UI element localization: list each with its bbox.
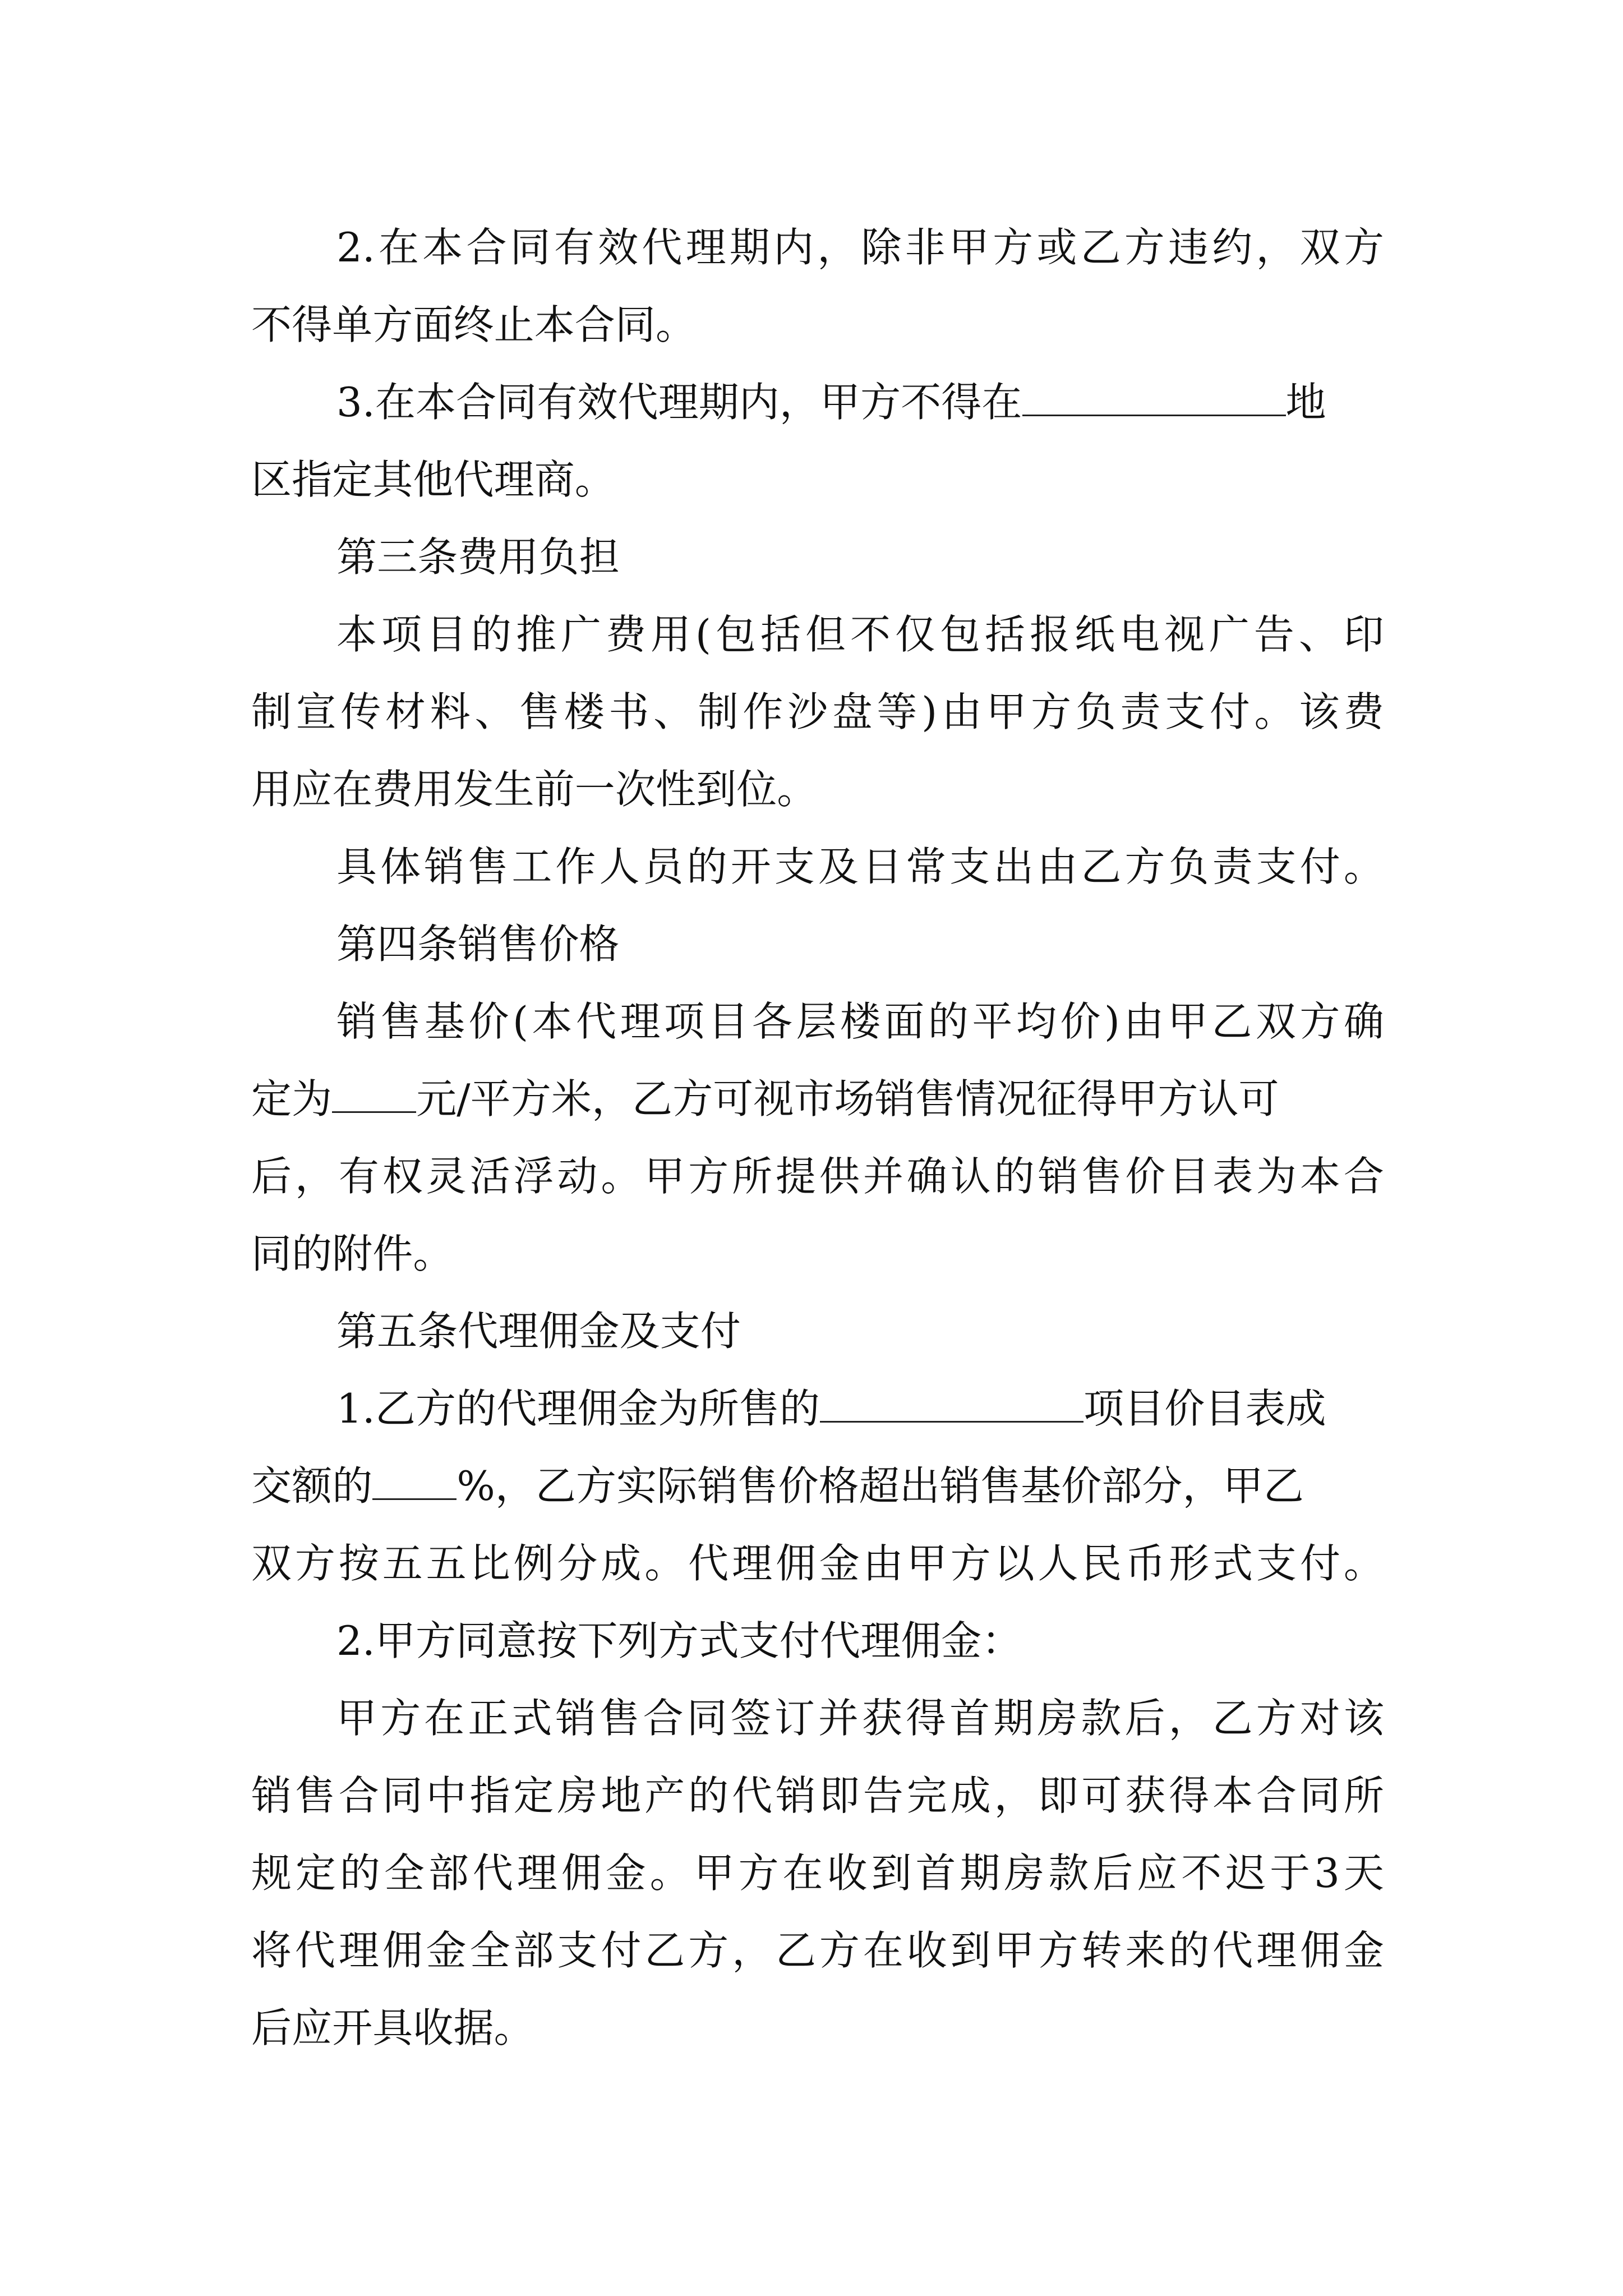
article-5-p3-line-4: 将代理佣金全部支付乙方，乙方在收到甲方转来的代理佣金 <box>251 1927 1384 1974</box>
article-5-line-2-before: 交额的 <box>251 1462 373 1510</box>
project-blank <box>820 1386 1083 1423</box>
clause-2-2-line-1: 2.在本合同有效代理期内，除非甲方或乙方违约，双方 <box>336 224 1384 271</box>
article-5-p3-line-3: 规定的全部代理佣金。甲方在收到首期房款后应不迟于3天 <box>251 1849 1384 1897</box>
article-4-text-after: 元/平方米，乙方可视市场销售情况征得甲方认可 <box>416 1075 1279 1122</box>
clause-2-3-text-before: 3.在本合同有效代理期内，甲方不得在 <box>336 379 1022 426</box>
article-5-p1-line-3: 双方按五五比例分成。代理佣金由甲方以人民币形式支付。 <box>251 1540 1384 1587</box>
article-3-p1-line-1: 本项目的推广费用(包括但不仅包括报纸电视广告、印 <box>336 611 1384 658</box>
article-4-p1-line-4: 同的附件。 <box>251 1230 454 1277</box>
article-4-heading: 第四条销售价格 <box>336 921 620 968</box>
article-5-p1-line-2 <box>251 1447 1384 1525</box>
percent-blank <box>372 1464 457 1500</box>
article-3-heading: 第三条费用负担 <box>336 533 620 581</box>
article-5-p3-line-1: 甲方在正式销售合同签订并获得首期房款后，乙方对该 <box>336 1695 1384 1742</box>
article-4-text-before: 定为 <box>251 1075 333 1122</box>
region-blank <box>1022 380 1286 416</box>
clause-2-3-line-1 <box>251 364 1384 441</box>
clause-2-3-line-2: 区指定其他代理商。 <box>251 456 615 503</box>
article-5-p3-line-5: 后应开具收据。 <box>251 2004 534 2051</box>
article-5-p2-line-1: 2.甲方同意按下列方式支付代理佣金： <box>336 1617 1022 1664</box>
article-4-p1-line-3: 后，有权灵活浮动。甲方所提供并确认的销售价目表为本合 <box>251 1153 1384 1200</box>
article-3-p2-line-1: 具体销售工作人员的开支及日常支出由乙方负责支付。 <box>336 843 1384 890</box>
article-3-p1-line-2: 制宣传材料、售楼书、制作沙盘等)由甲方负责支付。该费 <box>251 688 1384 735</box>
article-5-p3-line-2: 销售合同中指定房地产的代销即告完成，即可获得本合同所 <box>251 1772 1384 1819</box>
clause-2-3-text-after: 地 <box>1285 379 1326 426</box>
article-5-line-2-after: %，乙方实际销售价格超出销售基价部分，甲乙 <box>457 1462 1304 1510</box>
article-4-p1-line-2 <box>251 1060 1384 1138</box>
document-page <box>251 209 1384 2067</box>
article-3-p1-line-3: 用应在费用发生前一次性到位。 <box>251 766 818 813</box>
article-5-text-before: 1.乙方的代理佣金为所售的 <box>336 1385 820 1432</box>
clause-2-2-line-2: 不得单方面终止本合同。 <box>251 301 697 348</box>
article-5-heading: 第五条代理佣金及支付 <box>336 1308 741 1355</box>
article-5-p1-line-1 <box>251 1370 1384 1447</box>
price-blank <box>332 1076 416 1113</box>
article-5-text-after: 项目价目表成 <box>1083 1385 1326 1432</box>
article-4-p1-line-1: 销售基价(本代理项目各层楼面的平均价)由甲乙双方确 <box>336 998 1384 1045</box>
